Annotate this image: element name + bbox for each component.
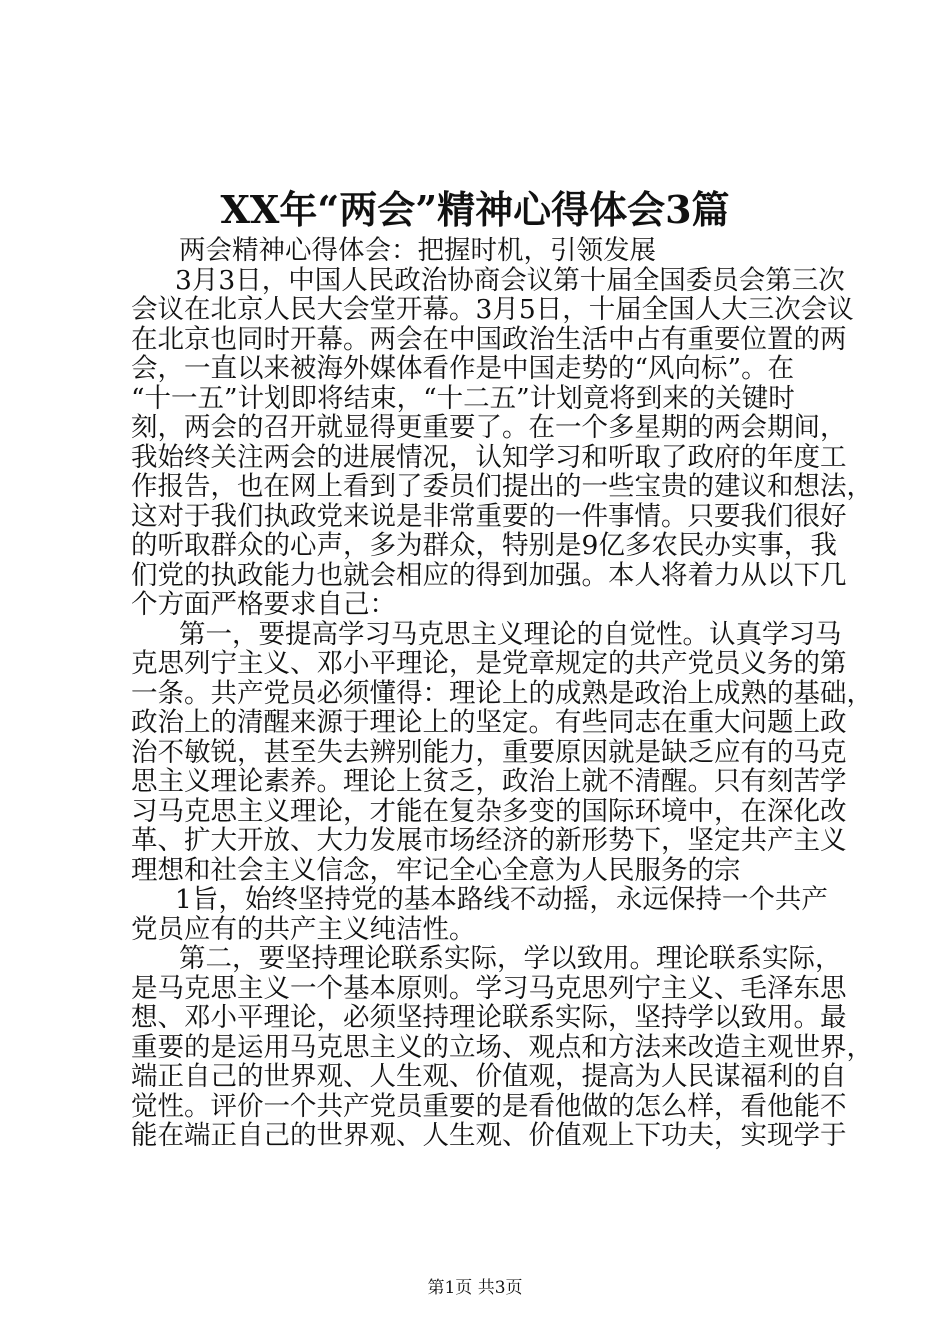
- paragraph-line: 革、扩大开放、大力发展市场经济的新形势下，坚定共产主义: [131, 825, 847, 856]
- paragraph-line: 一条。共产党员必须懂得：理论上的成熟是政治上成熟的基础，: [131, 677, 873, 709]
- paragraph-line: 觉性。评价一个共产党员重要的是看他做的怎么样，看他能不: [131, 1090, 847, 1122]
- paragraph-line: 能在端正自己的世界观、人生观、价值观上下功夫，实现学于: [131, 1120, 847, 1151]
- subtitle-line: 两会精神心得体会：把握时机，引领发展: [179, 235, 656, 266]
- paragraph-line: 会议在北京人民大会堂开幕。3月5日，十届全国人大三次会议: [131, 294, 854, 325]
- paragraph-line: 习马克思主义理论，才能在复杂多变的国际环境中，在深化改: [131, 795, 847, 827]
- paragraph-line: 治不敏锐，甚至失去辨别能力，重要原因就是缺乏应有的马克: [131, 736, 847, 768]
- page-number-footer: 第1页 共3页: [427, 1278, 523, 1298]
- paragraph-line: 第二，要坚持理论联系实际，学以致用。理论联系实际，: [179, 943, 842, 974]
- paragraph-line: 们党的执政能力也就会相应的得到加强。本人将着力从以下几: [131, 559, 847, 591]
- paragraph-line: 的听取群众的心声，多为群众，特别是9亿多农民办实事，我: [131, 530, 837, 561]
- paragraph-line: 想、邓小平理论，必须坚持理论联系实际，坚持学以致用。最: [131, 1002, 847, 1033]
- paragraph-line: 端正自己的世界观、人生观、价值观，提高为人民谋福利的自: [131, 1061, 847, 1092]
- paragraph-line: 重要的是运用马克思主义的立场、观点和方法来改造主观世界，: [131, 1031, 873, 1063]
- paragraph-line: 在北京也同时开幕。两会在中国政治生活中占有重要位置的两: [131, 323, 847, 355]
- paragraph-line: 理想和社会主义信念，牢记全心全意为人民服务的宗: [131, 854, 741, 886]
- paragraph-line: 思主义理论素养。理论上贫乏，政治上就不清醒。只有刻苦学: [131, 766, 847, 797]
- paragraph-line: 刻，两会的召开就显得更重要了。在一个多星期的两会期间，: [131, 412, 847, 443]
- document-title: XX年“两会”精神心得体会3篇: [220, 187, 730, 232]
- paragraph-line: 克思列宁主义、邓小平理论，是党章规定的共产党员义务的第: [131, 648, 847, 679]
- paragraph-line: 是马克思主义一个基本原则。学习马克思列宁主义、毛泽东思: [131, 972, 847, 1004]
- paragraph-line: 1旨，始终坚持党的基本路线不动摇，永远保持一个共产: [175, 884, 828, 915]
- paragraph-line: 3月3日，中国人民政治协商会议第十届全国委员会第三次: [175, 264, 845, 296]
- paragraph-line: 会，一直以来被海外媒体看作是中国走势的“风向标”。在: [131, 353, 795, 384]
- paragraph-line: “十一五”计划即将结束，“十二五”计划竟将到来的关键时: [131, 382, 795, 414]
- paragraph-line: 这对于我们执政党来说是非常重要的一件事情。只要我们很好: [131, 500, 847, 532]
- paragraph-line: 个方面严格要求自己：: [131, 589, 396, 620]
- paragraph-line: 党员应有的共产主义纯洁性。: [131, 913, 476, 945]
- paragraph-line: 第一，要提高学习马克思主义理论的自觉性。认真学习马: [179, 618, 842, 650]
- paragraph-line: 我始终关注两会的进展情况，认知学习和听取了政府的年度工: [131, 441, 847, 473]
- paragraph-line: 政治上的清醒来源于理论上的坚定。有些同志在重大问题上政: [131, 707, 847, 738]
- paragraph-line: 作报告，也在网上看到了委员们提出的一些宝贵的建议和想法，: [131, 471, 873, 502]
- document-body: [131, 235, 873, 1151]
